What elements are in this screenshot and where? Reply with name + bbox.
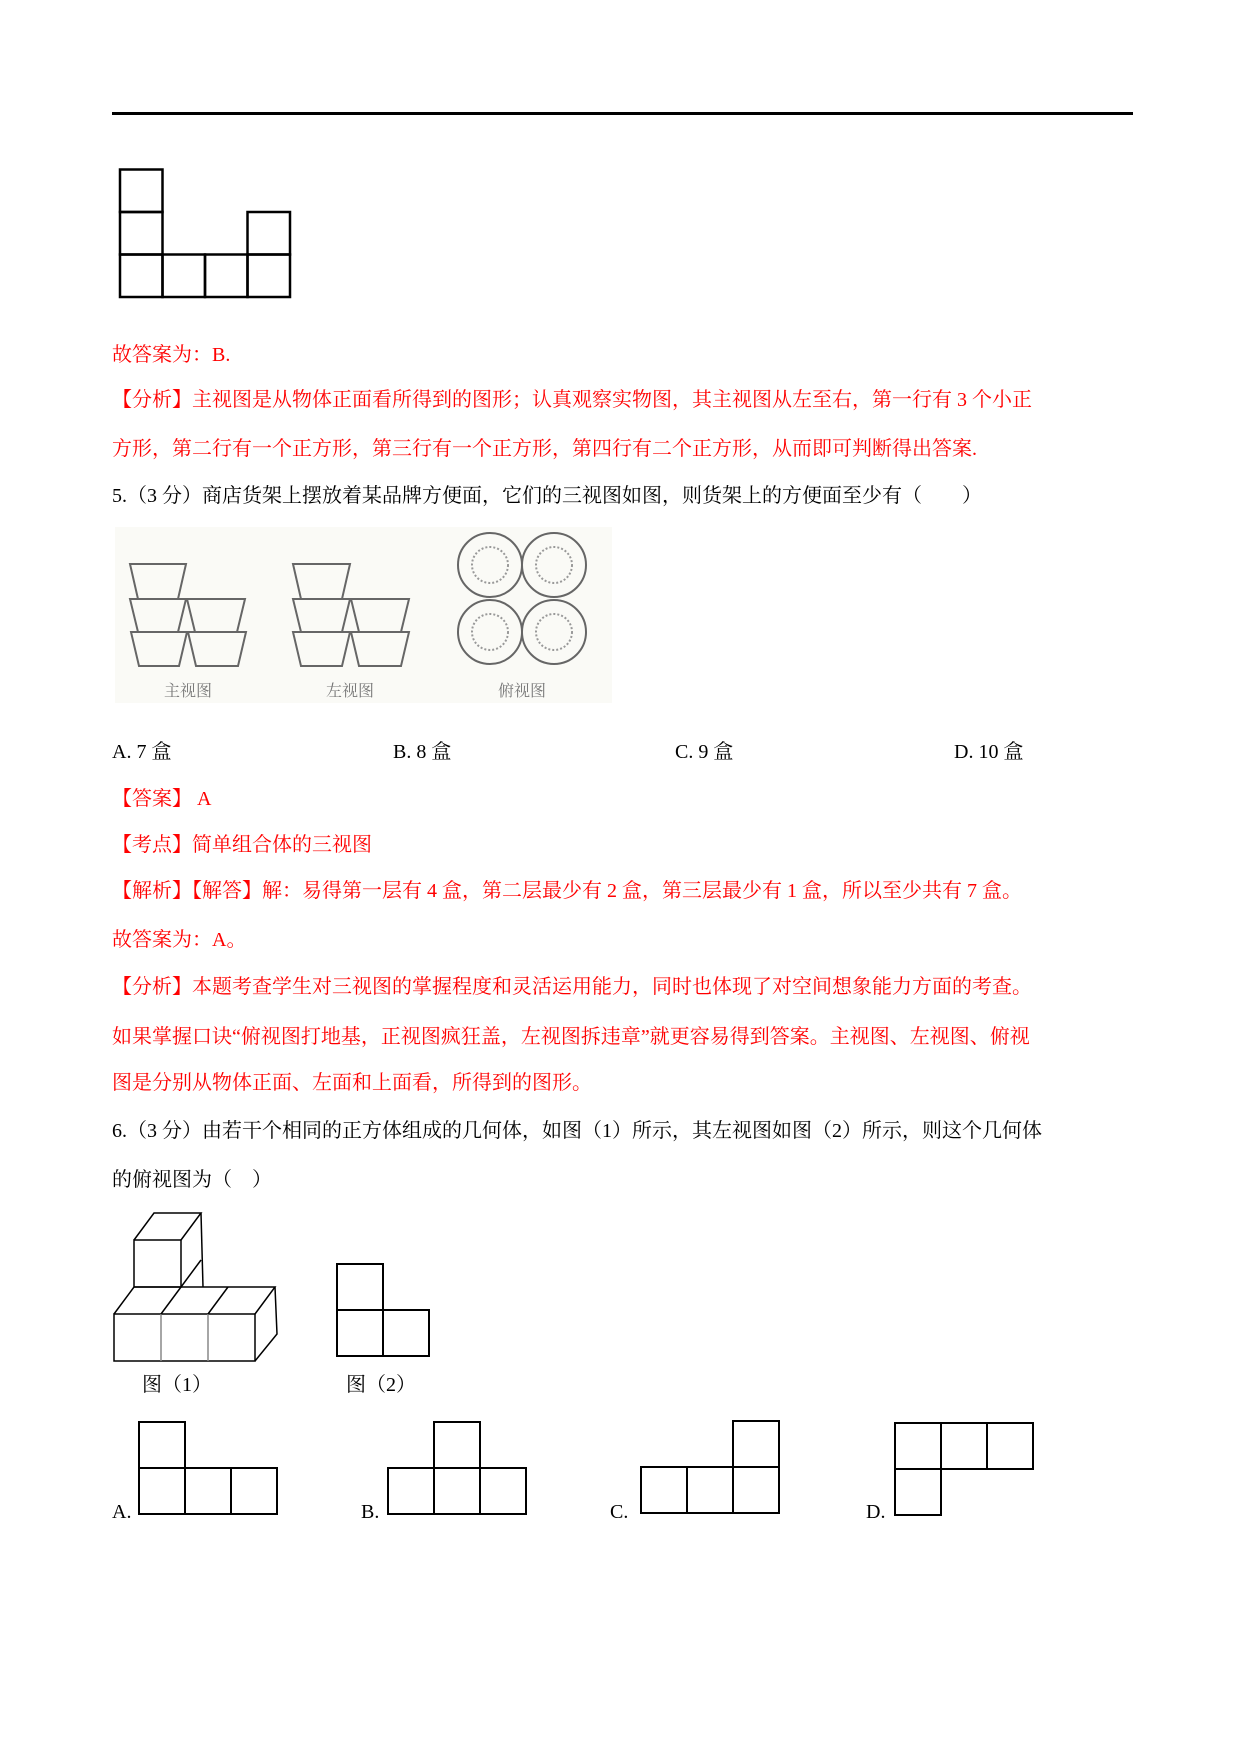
q5-option-b[interactable]: B. 8 盒 bbox=[393, 741, 452, 763]
front-view-figure bbox=[120, 170, 290, 298]
prev-analysis-line: 方形，第二行有一个正方形，第三行有一个正方形，第四行有二个正方形，从而即可判断得出答案. bbox=[112, 438, 977, 460]
q5-analysis-line: 图是分别从物体正面、左面和上面看，所得到的图形。 bbox=[112, 1072, 592, 1094]
q5-analysis-line: 【分析】本题考查学生对三视图的掌握程度和灵活运用能力，同时也体现了对空间想象能力方面的考查。 bbox=[112, 976, 1032, 998]
option-b-figure bbox=[388, 1422, 526, 1514]
q5-answer: 【答案】 A bbox=[112, 788, 212, 810]
q6-stem-line: 的俯视图为（ ） bbox=[112, 1169, 272, 1191]
caption-top-view: 俯视图 bbox=[498, 681, 547, 700]
q5-solution: 【解析】【解答】解：易得第一层有 4 盒，第二层最少有 2 盒，第三层最少有 1 盒，所以至少共有 7 盒。 bbox=[112, 880, 1022, 902]
q6-option-b[interactable]: B. bbox=[361, 1501, 380, 1523]
q5-stem: 5.（3 分）商店货架上摆放着某品牌方便面，它们的三视图如图，则货架上的方便面至少有（ ） bbox=[112, 485, 982, 507]
prev-analysis-line: 【分析】主视图是从物体正面看所得到的图形；认真观察实物图，其主视图从左至右，第一行有 3 个小正 bbox=[112, 389, 1032, 411]
q5-conclusion: 故答案为：A。 bbox=[112, 929, 247, 951]
q6-stem-line: 6.（3 分）由若干个相同的正方体组成的几何体，如图（1）所示，其左视图如图（2）所示，则这个几何体 bbox=[112, 1120, 1042, 1142]
figure-2-label: 图（2） bbox=[346, 1374, 416, 1396]
option-c-figure bbox=[641, 1421, 779, 1513]
figure-2-left-view bbox=[337, 1264, 429, 1356]
figure-1-label: 图（1） bbox=[142, 1374, 212, 1396]
caption-left-view: 左视图 bbox=[326, 681, 375, 700]
q6-option-d[interactable]: D. bbox=[866, 1501, 886, 1523]
q5-option-a[interactable]: A. 7 盒 bbox=[112, 741, 172, 763]
q5-option-d[interactable]: D. 10 盒 bbox=[954, 741, 1024, 763]
q5-point: 【考点】简单组合体的三视图 bbox=[112, 834, 372, 856]
caption-main-view: 主视图 bbox=[164, 681, 213, 700]
q5-analysis-line: 如果掌握口诀“俯视图打地基，正视图疯狂盖，左视图拆违章”就更容易得到答案。主视图、左视图、俯视 bbox=[112, 1026, 1030, 1048]
q5-three-views-image bbox=[115, 527, 612, 703]
option-d-figure bbox=[895, 1423, 1033, 1515]
figure-1-solid bbox=[114, 1213, 277, 1361]
q6-option-c[interactable]: C. bbox=[610, 1501, 629, 1523]
q6-option-a[interactable]: A. bbox=[112, 1501, 132, 1523]
q5-option-c[interactable]: C. 9 盒 bbox=[675, 741, 734, 763]
prev-answer: 故答案为：B. bbox=[112, 344, 231, 366]
option-a-figure bbox=[139, 1422, 277, 1514]
